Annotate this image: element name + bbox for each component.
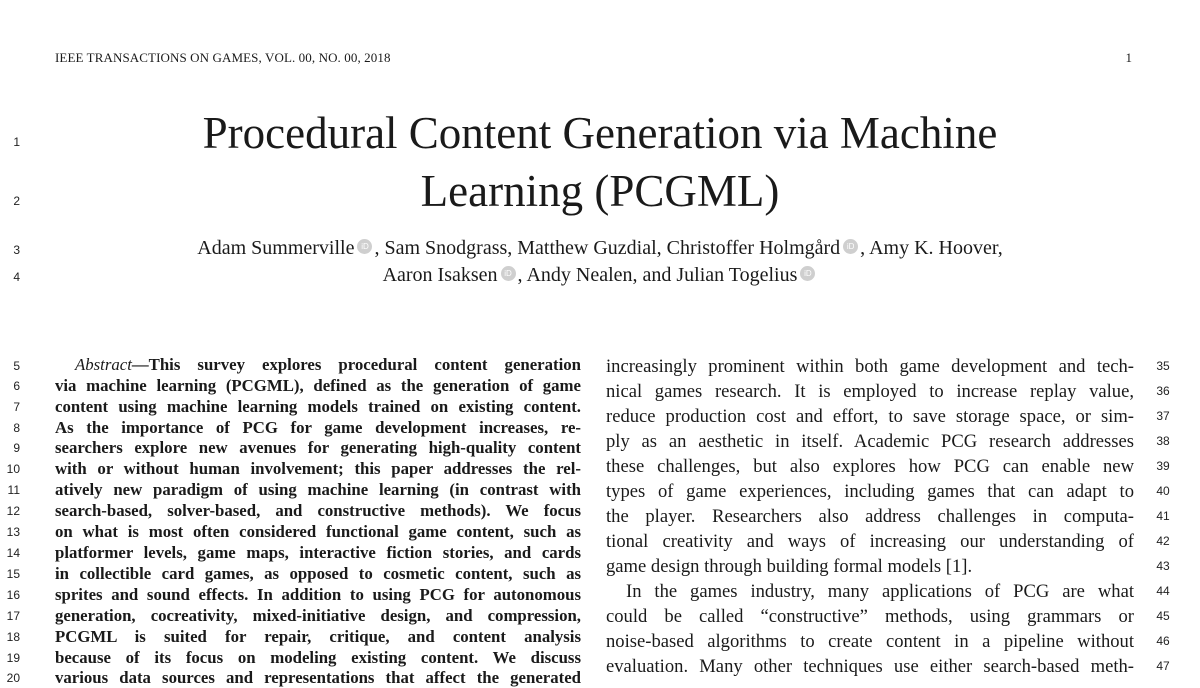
abstract-line: As the importance of PCG for game development increases, re-	[55, 418, 581, 437]
line-number: 43	[1156, 559, 1170, 573]
abstract-line: various data sources and representations that affect the generated	[55, 668, 581, 687]
line-number: 44	[1156, 584, 1170, 598]
line-number: 42	[1156, 534, 1170, 548]
body-text-line: types of game experiences, including games that can adapt to	[606, 481, 1134, 502]
page-number: 1	[1125, 50, 1132, 65]
author-name: Aaron Isaksen	[382, 264, 498, 286]
line-number: 36	[1156, 384, 1170, 398]
author-names: , Sam Snodgrass, Matthew Guzdial, Christoffer Holmgård	[374, 237, 841, 259]
abstract-line: via machine learning (PCGML), defined as the generation of game	[55, 376, 581, 395]
line-number: 14	[6, 546, 20, 560]
author-list-line-2	[0, 261, 1200, 289]
body-text-line: game design through building formal models [1].	[606, 556, 973, 577]
body-text-line: In the games industry, many applications of PCG are what	[626, 581, 1134, 602]
orcid-icon[interactable]: iD	[800, 266, 815, 281]
body-text-line: nical games research. It is employed to increase replay value,	[606, 381, 1134, 402]
abstract-line: PCGML is suited for repair, critique, and content analysis	[55, 627, 581, 646]
abstract-line: because of its focus on modeling existing content. We discuss	[55, 648, 581, 667]
abstract-line: sprites and sound effects. In addition to using PCG for autonomous	[55, 585, 581, 604]
line-number: 45	[1156, 609, 1170, 623]
line-number: 11	[7, 483, 20, 497]
orcid-icon[interactable]: iD	[501, 266, 516, 281]
orcid-icon[interactable]: iD	[843, 239, 858, 254]
body-text-line: evaluation. Many other techniques use either search-based meth-	[606, 656, 1134, 677]
paper-title-line-2: Learning (PCGML)	[420, 166, 780, 216]
line-number: 13	[6, 525, 20, 539]
abstract-line: content using machine learning models trained on existing content.	[55, 397, 581, 416]
line-number: 2	[13, 194, 20, 208]
abstract-line: with or without human involvement; this paper addresses the rel-	[55, 459, 581, 478]
abstract-line: generation, cocreativity, mixed-initiative design, and compression,	[55, 606, 581, 625]
line-number: 7	[13, 400, 20, 414]
abstract-label: Abstract	[75, 355, 132, 374]
author-list-line-1	[0, 234, 1200, 262]
body-text-line: reduce production cost and effort, to save storage space, or sim-	[606, 406, 1134, 427]
line-number: 38	[1156, 434, 1170, 448]
page-header-journal: IEEE TRANSACTIONS ON GAMES, VOL. 00, NO. 00, 2018	[55, 50, 391, 65]
line-number: 16	[6, 588, 20, 602]
line-number: 4	[13, 270, 20, 284]
line-number: 46	[1156, 634, 1170, 648]
body-text-line: ply as an aesthetic in itself. Academic PCG research addresses	[606, 431, 1134, 452]
abstract-line: atively new paradigm of using machine learning (in contrast with	[55, 480, 581, 499]
line-number: 41	[1156, 509, 1170, 523]
author-names: , Andy Nealen, and Julian Togelius	[517, 264, 798, 286]
line-number: 40	[1156, 484, 1170, 498]
body-text-line: the player. Researchers also address challenges in computa-	[606, 506, 1134, 527]
line-number: 18	[6, 630, 20, 644]
line-number: 15	[6, 567, 20, 581]
author-names: , Amy K. Hoover,	[860, 237, 1003, 259]
line-number: 37	[1156, 409, 1170, 423]
line-number: 5	[13, 359, 20, 373]
body-text-line: increasingly prominent within both game development and tech-	[606, 356, 1134, 377]
line-number: 20	[6, 671, 20, 685]
body-text-line: could be called “constructive” methods, using grammars or	[606, 606, 1134, 627]
orcid-icon[interactable]: iD	[357, 239, 372, 254]
body-text-line: tional creativity and ways of increasing our understanding of	[606, 531, 1134, 552]
line-number: 10	[6, 462, 20, 476]
line-number: 19	[6, 651, 20, 665]
line-number: 3	[13, 243, 20, 257]
line-number: 12	[6, 504, 20, 518]
line-number: 9	[13, 441, 20, 455]
line-number: 6	[13, 379, 20, 393]
author-name: Adam Summerville	[197, 237, 355, 259]
line-number: 1	[13, 135, 20, 149]
abstract-line	[55, 355, 581, 375]
body-text-line: noise-based algorithms to create content in a pipeline without	[606, 631, 1134, 652]
abstract-line: search-based, solver-based, and constructive methods). We focus	[55, 501, 581, 520]
line-number: 8	[13, 421, 20, 435]
abstract-line: on what is most often considered functional game content, such as	[55, 522, 581, 541]
line-number: 17	[6, 609, 20, 623]
abstract-line: searchers explore new avenues for generating high-quality content	[55, 438, 581, 457]
line-number: 39	[1156, 459, 1170, 473]
line-number: 35	[1156, 359, 1170, 373]
body-text-line: these challenges, but also explores how PCG can enable new	[606, 456, 1134, 477]
paper-title-line-1: Procedural Content Generation via Machine	[202, 108, 998, 158]
line-number: 47	[1156, 659, 1170, 673]
abstract-line: platformer levels, game maps, interactive fiction stories, and cards	[55, 543, 581, 562]
abstract-text: —This survey explores procedural content generation	[131, 355, 581, 374]
abstract-line: in collectible card games, as opposed to cosmetic content, such as	[55, 564, 581, 583]
